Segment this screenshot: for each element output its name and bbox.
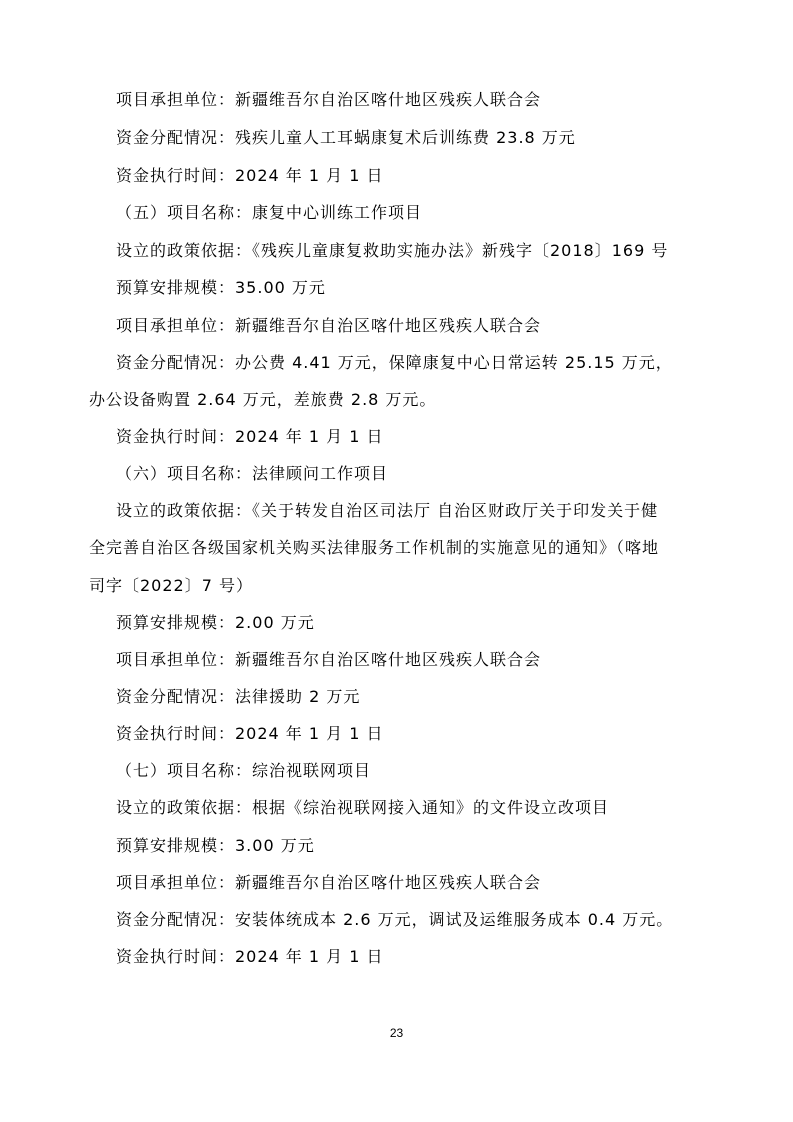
text-line: 项目承担单位：新疆维吾尔自治区喀什地区残疾人联合会: [116, 650, 542, 669]
text-line: 资金分配情况：安装体统成本 2.6 万元，调试及运维服务成本 0.4 万元。: [116, 910, 674, 929]
text-line: 预算安排规模：2.00 万元: [116, 613, 315, 632]
text-line: 设立的政策依据：《关于转发自治区司法厅 自治区财政厅关于印发关于健: [116, 501, 659, 520]
section-heading: （六）项目名称：法律顾问工作项目: [116, 464, 389, 483]
text-line: 资金执行时间：2024 年 1 月 1 日: [116, 947, 384, 966]
text-line: 资金执行时间：2024 年 1 月 1 日: [116, 724, 384, 743]
text-line: 全完善自治区各级国家机关购买法律服务工作机制的实施意见的通知》（喀地: [89, 538, 660, 557]
text-line: 司字〔2022〕7 号）: [89, 576, 253, 595]
text-line: 办公设备购置 2.64 万元，差旅费 2.8 万元。: [89, 390, 437, 409]
text-line: 资金分配情况：残疾儿童人工耳蜗康复术后训练费 23.8 万元: [116, 128, 576, 147]
text-line: 预算安排规模：3.00 万元: [116, 836, 315, 855]
text-line: 设立的政策依据：根据《综治视联网接入通知》的文件设立改项目: [116, 798, 610, 817]
text-line: 项目承担单位：新疆维吾尔自治区喀什地区残疾人联合会: [116, 873, 542, 892]
page-number: 23: [389, 1026, 404, 1040]
text-line: 资金分配情况：办公费 4.41 万元，保障康复中心日常运转 25.15 万元，: [116, 353, 673, 372]
text-line: 资金执行时间：2024 年 1 月 1 日: [116, 166, 384, 185]
section-heading: （七）项目名称：综治视联网项目: [116, 761, 372, 780]
text-line: 项目承担单位：新疆维吾尔自治区喀什地区残疾人联合会: [116, 90, 542, 109]
text-line: 项目承担单位：新疆维吾尔自治区喀什地区残疾人联合会: [116, 316, 542, 335]
text-line: 设立的政策依据：《残疾儿童康复救助实施办法》新残字〔2018〕169 号: [116, 241, 669, 260]
text-line: 资金执行时间：2024 年 1 月 1 日: [116, 427, 384, 446]
text-line: 资金分配情况：法律援助 2 万元: [116, 687, 361, 706]
text-line: 预算安排规模：35.00 万元: [116, 278, 326, 297]
section-heading: （五）项目名称：康复中心训练工作项目: [116, 203, 423, 222]
